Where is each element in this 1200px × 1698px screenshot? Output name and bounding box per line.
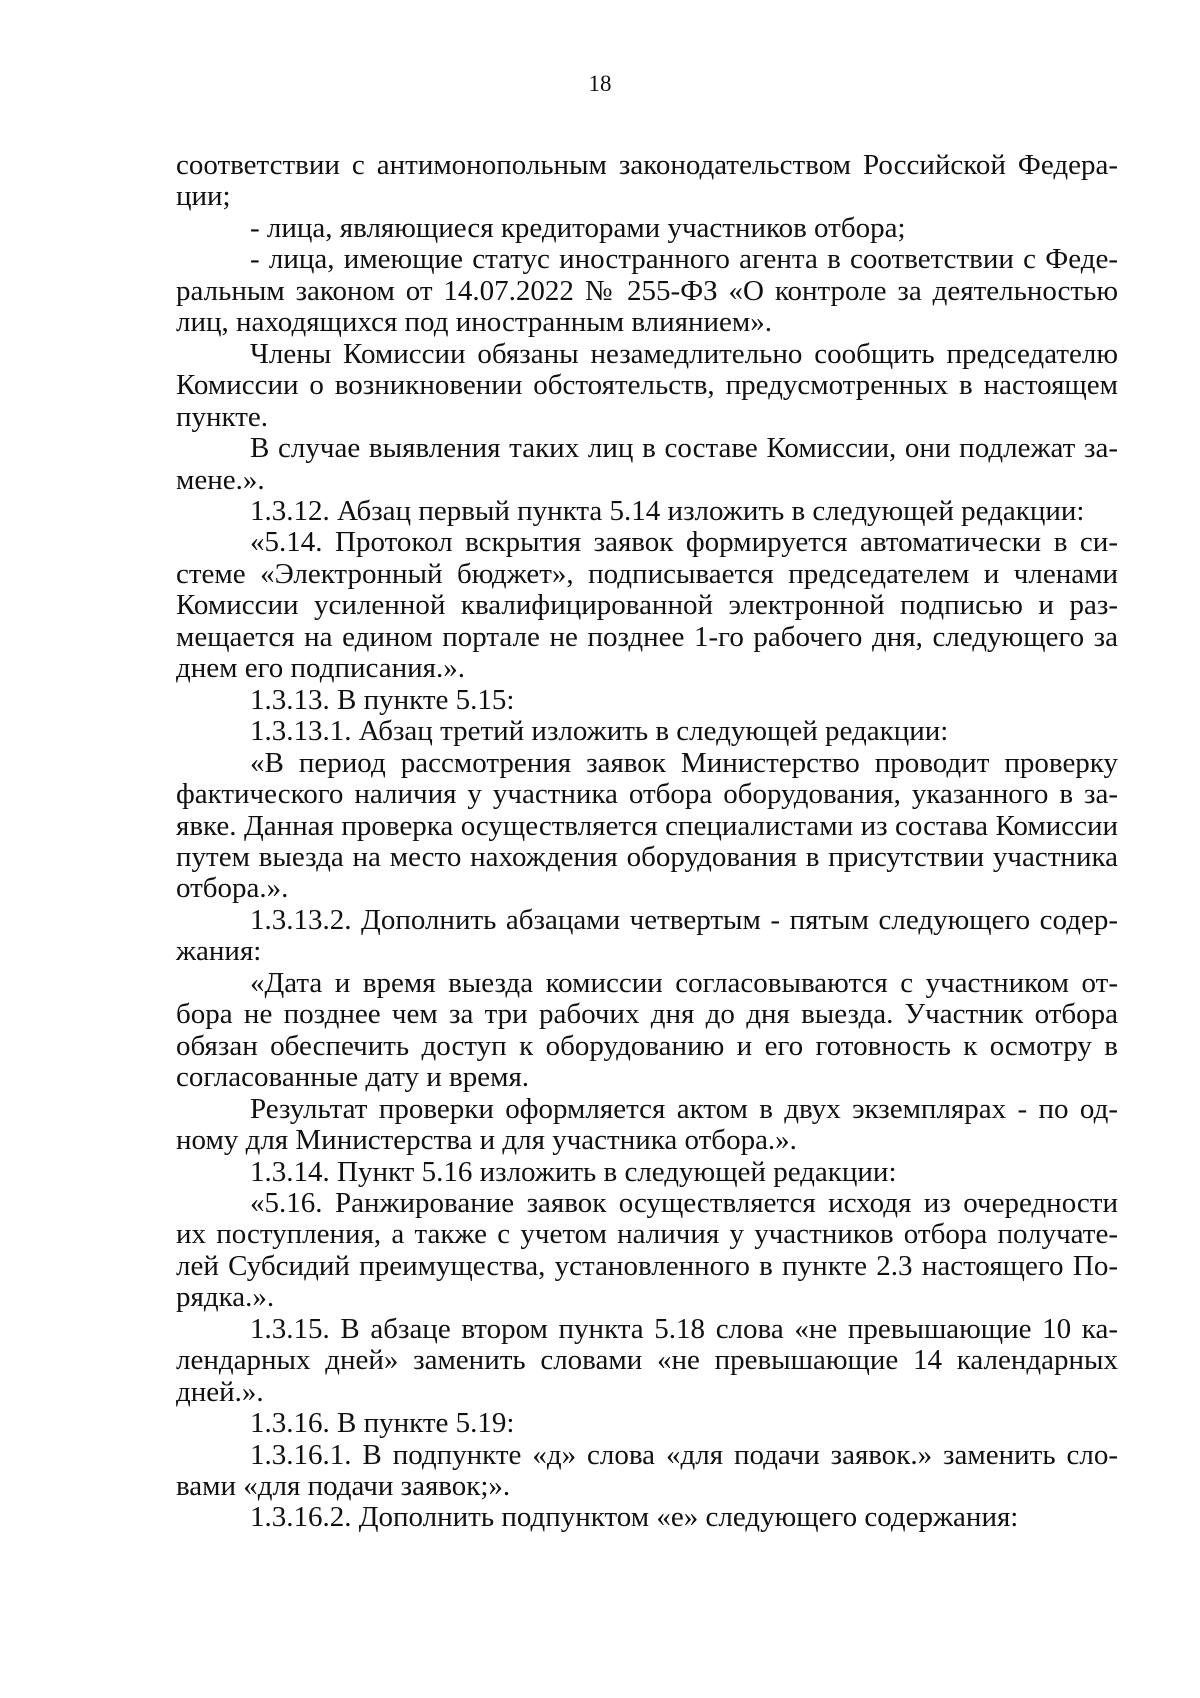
document-body [176, 150, 1118, 1534]
paragraph-inspection-result: Результат проверки оформляется актом в двух экземплярах - по одному для Министерства и для участника отбора.». [176, 1092, 1118, 1157]
paragraph-1-3-14: 1.3.14. Пункт 5.16 изложить в следующей редакции: [250, 1155, 897, 1188]
paragraph-1-3-12: 1.3.12. Абзац первый пункта 5.14 изложить в следующей редакции: [250, 494, 1085, 527]
page-number: 18 [588, 71, 612, 96]
paragraph-1-3-13-1: 1.3.13.1. Абзац третий изложить в следующей редакции: [250, 715, 949, 748]
paragraph-visit-date-text: «Дата и время выезда комиссии согласовываются с участником отбора не позднее чем за три рабочих дня до дня выезда. Участник отбора обязан обеспечить доступ к оборудованию и его готовность к осмотру в согласованные дату и время. [176, 966, 1118, 1094]
paragraph-1-3-16-1: 1.3.16.1. В подпункте «д» слова «для подачи заявок.» заменить словами «для подачи заявок;». [176, 1438, 1118, 1503]
paragraph-1-3-13-2: 1.3.13.2. Дополнить абзацами четвертым - пятым следующего содержания: [176, 903, 1118, 968]
paragraph-1-3-16-2: 1.3.16.2. Дополнить подпунктом «е» следующего содержания: [250, 1501, 1019, 1534]
paragraph-1-3-15: 1.3.15. В абзаце втором пункта 5.18 слова «не превышающие 10 календарных дней» заменить словами «не превышающие 14 календарных дней.». [176, 1312, 1118, 1408]
paragraph-creditors-item: - лица, являющиеся кредиторами участников отбора; [250, 211, 906, 244]
paragraph-5-14-text: «5.14. Протокол вскрытия заявок формируется автоматически в системе «Электронный бюджет», подписывается председателем и членами Комиссии усиленной квалифицированной электронной подписью и размещается на едином портале не позднее 1-го рабочего дня, следующего за днем его подписания.». [176, 526, 1118, 685]
paragraph-1-3-16: 1.3.16. В пункте 5.19: [250, 1407, 515, 1440]
paragraph-commission-duty: Члены Комиссии обязаны незамедлительно сообщить председателю Комиссии о возникновении обстоятельств, предусмотренных в настоящем пункте. [176, 337, 1118, 433]
paragraph-5-16-text: «5.16. Ранжирование заявок осуществляется исходя из очередности их поступления, а также с учетом наличия у участников отбора получателей Субсидий преимущества, установленного в пункте 2.3 настоящего Порядка.». [176, 1186, 1118, 1314]
paragraph-foreign-agent-item: - лица, имеющие статус иностранного агента в соответствии с Федеральным законом от 14.07.2022 № 255-ФЗ «О контроле за деятельностью лиц, находящихся под иностранным влиянием». [176, 243, 1118, 339]
paragraph-inspection-text: «В период рассмотрения заявок Министерство проводит проверку фактического наличия у участника отбора оборудования, указанного в заявке. Данная проверка осуществляется специалистами из состава Комиссии путем выезда на место нахождения оборудования в присутствии участника отбора.». [176, 746, 1118, 905]
paragraph-1-3-13: 1.3.13. В пункте 5.15: [250, 683, 515, 716]
paragraph-replacement: В случае выявления таких лиц в составе Комиссии, они подлежат замене.». [176, 432, 1118, 496]
paragraph-continuation: соответствии с антимонопольным законодательством Российской Федерации; [176, 149, 1118, 213]
